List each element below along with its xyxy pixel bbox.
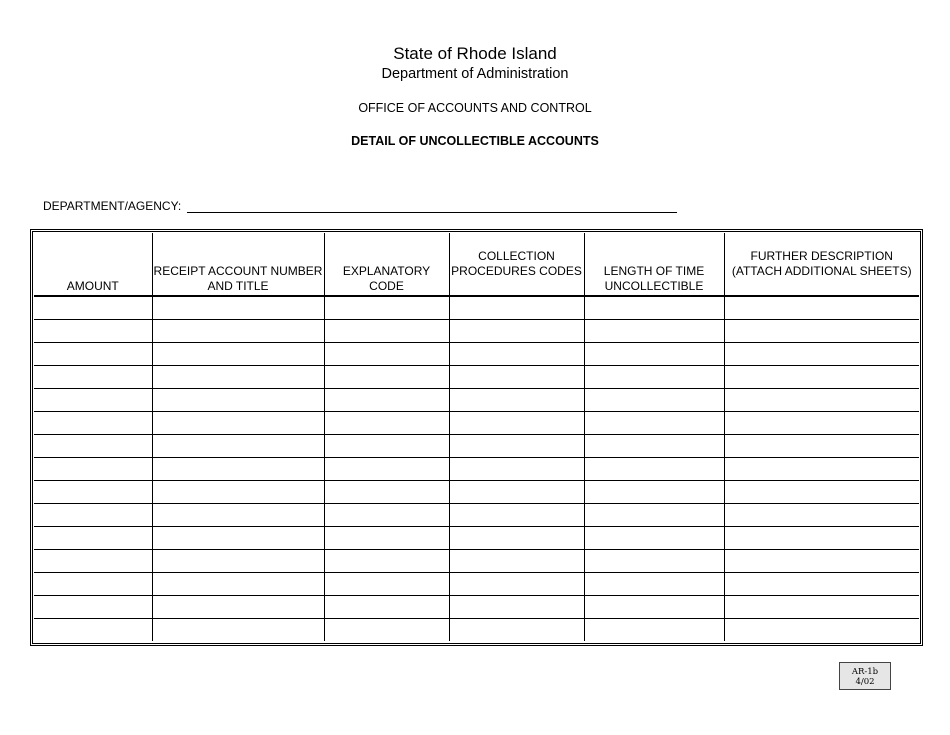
cell-explanatory-code[interactable] [324, 481, 449, 504]
cell-receipt-account[interactable] [152, 481, 324, 504]
cell-explanatory-code[interactable] [324, 527, 449, 550]
form-title: DETAIL OF UNCOLLECTIBLE ACCOUNTS [351, 134, 599, 148]
cell-collection-procedures-codes[interactable] [449, 527, 584, 550]
table-row [34, 550, 919, 573]
cell-length-of-time[interactable] [584, 343, 724, 366]
cell-explanatory-code[interactable] [324, 573, 449, 596]
column-header-line: COLLECTION [478, 249, 555, 263]
cell-amount[interactable] [34, 320, 152, 343]
cell-further-description[interactable] [724, 343, 919, 366]
table-row [34, 296, 919, 320]
column-header-line [450, 279, 584, 294]
cell-amount[interactable] [34, 527, 152, 550]
form-header-department: Department of Administration [381, 66, 569, 82]
cell-receipt-account[interactable] [152, 366, 324, 389]
column-header-length-of-time [584, 233, 724, 296]
table-row [34, 320, 919, 343]
table-header-row [34, 233, 919, 296]
form-header-office: OFFICE OF ACCOUNTS AND CONTROL [358, 101, 592, 115]
cell-further-description[interactable] [724, 481, 919, 504]
cell-receipt-account[interactable] [152, 343, 324, 366]
department-agency-field[interactable] [187, 199, 677, 213]
form-number: AR-1b [851, 667, 879, 677]
cell-collection-procedures-codes[interactable] [449, 366, 584, 389]
column-header-line: LENGTH OF TIME [603, 264, 705, 278]
uncollectible-accounts-table-frame [30, 229, 923, 646]
cell-collection-procedures-codes[interactable] [449, 296, 584, 320]
cell-amount[interactable] [34, 573, 152, 596]
column-header-line: UNCOLLECTIBLE [604, 279, 704, 293]
cell-further-description[interactable] [724, 550, 919, 573]
cell-collection-procedures-codes[interactable] [449, 389, 584, 412]
cell-amount[interactable] [34, 458, 152, 481]
cell-receipt-account[interactable] [152, 596, 324, 619]
cell-collection-procedures-codes[interactable] [449, 320, 584, 343]
cell-length-of-time[interactable] [584, 412, 724, 435]
cell-length-of-time[interactable] [584, 389, 724, 412]
cell-amount[interactable] [34, 596, 152, 619]
cell-collection-procedures-codes[interactable] [449, 504, 584, 527]
cell-collection-procedures-codes[interactable] [449, 573, 584, 596]
column-header-collection-procedures-codes [449, 233, 584, 296]
column-header-line: FURTHER DESCRIPTION [750, 249, 893, 263]
cell-amount[interactable] [34, 550, 152, 573]
cell-explanatory-code[interactable] [324, 366, 449, 389]
table-row [34, 527, 919, 550]
cell-explanatory-code[interactable] [324, 320, 449, 343]
column-header-amount [34, 233, 152, 296]
cell-amount[interactable] [34, 435, 152, 458]
cell-further-description[interactable] [724, 458, 919, 481]
cell-collection-procedures-codes[interactable] [449, 412, 584, 435]
cell-receipt-account[interactable] [152, 320, 324, 343]
cell-further-description[interactable] [724, 389, 919, 412]
cell-length-of-time[interactable] [584, 573, 724, 596]
cell-explanatory-code[interactable] [324, 550, 449, 573]
column-header-line: AMOUNT [66, 279, 119, 293]
cell-receipt-account[interactable] [152, 412, 324, 435]
table-row [34, 343, 919, 366]
cell-collection-procedures-codes[interactable] [449, 343, 584, 366]
column-header-further-description [724, 233, 919, 296]
cell-length-of-time[interactable] [584, 596, 724, 619]
cell-amount[interactable] [34, 389, 152, 412]
cell-receipt-account[interactable] [152, 458, 324, 481]
cell-further-description[interactable] [724, 619, 919, 642]
cell-further-description[interactable] [724, 412, 919, 435]
cell-receipt-account[interactable] [152, 619, 324, 642]
table-row [34, 458, 919, 481]
cell-further-description[interactable] [724, 596, 919, 619]
cell-amount[interactable] [34, 481, 152, 504]
cell-length-of-time[interactable] [584, 320, 724, 343]
cell-receipt-account[interactable] [152, 504, 324, 527]
cell-further-description[interactable] [724, 320, 919, 343]
cell-collection-procedures-codes[interactable] [449, 435, 584, 458]
cell-further-description[interactable] [724, 366, 919, 389]
cell-explanatory-code[interactable] [324, 596, 449, 619]
cell-explanatory-code[interactable] [324, 296, 449, 320]
cell-receipt-account[interactable] [152, 435, 324, 458]
cell-explanatory-code[interactable] [324, 504, 449, 527]
cell-receipt-account[interactable] [152, 573, 324, 596]
form-code-box [839, 662, 891, 690]
cell-receipt-account[interactable] [152, 389, 324, 412]
department-agency-row [43, 199, 677, 213]
cell-explanatory-code[interactable] [324, 435, 449, 458]
column-header-explanatory-code [324, 233, 449, 296]
cell-further-description[interactable] [724, 296, 919, 320]
cell-length-of-time[interactable] [584, 527, 724, 550]
form-header-state: State of Rhode Island [393, 44, 557, 63]
table-row [34, 435, 919, 458]
column-header-line: CODE [369, 279, 404, 293]
department-agency-label: DEPARTMENT/AGENCY: [43, 199, 182, 213]
table-row [34, 366, 919, 389]
cell-explanatory-code[interactable] [324, 343, 449, 366]
cell-length-of-time[interactable] [584, 296, 724, 320]
cell-explanatory-code[interactable] [324, 412, 449, 435]
column-header-line: (ATTACH ADDITIONAL SHEETS) [731, 264, 912, 278]
cell-length-of-time[interactable] [584, 435, 724, 458]
cell-further-description[interactable] [724, 527, 919, 550]
table-row [34, 596, 919, 619]
column-header-receipt-account [152, 233, 324, 296]
cell-receipt-account[interactable] [152, 527, 324, 550]
table-row [34, 504, 919, 527]
cell-collection-procedures-codes[interactable] [449, 458, 584, 481]
column-header-line [725, 279, 920, 294]
cell-collection-procedures-codes[interactable] [449, 596, 584, 619]
form-revision-date: 4/02 [855, 677, 875, 687]
cell-further-description[interactable] [724, 573, 919, 596]
cell-further-description[interactable] [724, 435, 919, 458]
cell-amount[interactable] [34, 296, 152, 320]
cell-amount[interactable] [34, 343, 152, 366]
column-header-line: PROCEDURES CODES [451, 264, 582, 278]
cell-receipt-account[interactable] [152, 296, 324, 320]
cell-length-of-time[interactable] [584, 481, 724, 504]
cell-explanatory-code[interactable] [324, 619, 449, 642]
cell-collection-procedures-codes[interactable] [449, 481, 584, 504]
cell-collection-procedures-codes[interactable] [449, 619, 584, 642]
cell-length-of-time[interactable] [584, 619, 724, 642]
table-row [34, 481, 919, 504]
uncollectible-accounts-table [34, 233, 919, 641]
cell-length-of-time[interactable] [584, 366, 724, 389]
column-header-line: EXPLANATORY [342, 264, 431, 278]
table-row [34, 619, 919, 642]
cell-explanatory-code[interactable] [324, 389, 449, 412]
table-row [34, 573, 919, 596]
cell-length-of-time[interactable] [584, 504, 724, 527]
cell-amount[interactable] [34, 619, 152, 642]
cell-amount[interactable] [34, 504, 152, 527]
table-row [34, 412, 919, 435]
table-row [34, 389, 919, 412]
cell-explanatory-code[interactable] [324, 458, 449, 481]
table-body [34, 296, 919, 641]
cell-receipt-account[interactable] [152, 550, 324, 573]
cell-further-description[interactable] [724, 504, 919, 527]
column-header-line: RECEIPT ACCOUNT NUMBER [153, 264, 323, 278]
cell-amount[interactable] [34, 412, 152, 435]
cell-length-of-time[interactable] [584, 550, 724, 573]
cell-length-of-time[interactable] [584, 458, 724, 481]
cell-collection-procedures-codes[interactable] [449, 550, 584, 573]
column-header-line: AND TITLE [207, 279, 269, 293]
cell-amount[interactable] [34, 366, 152, 389]
